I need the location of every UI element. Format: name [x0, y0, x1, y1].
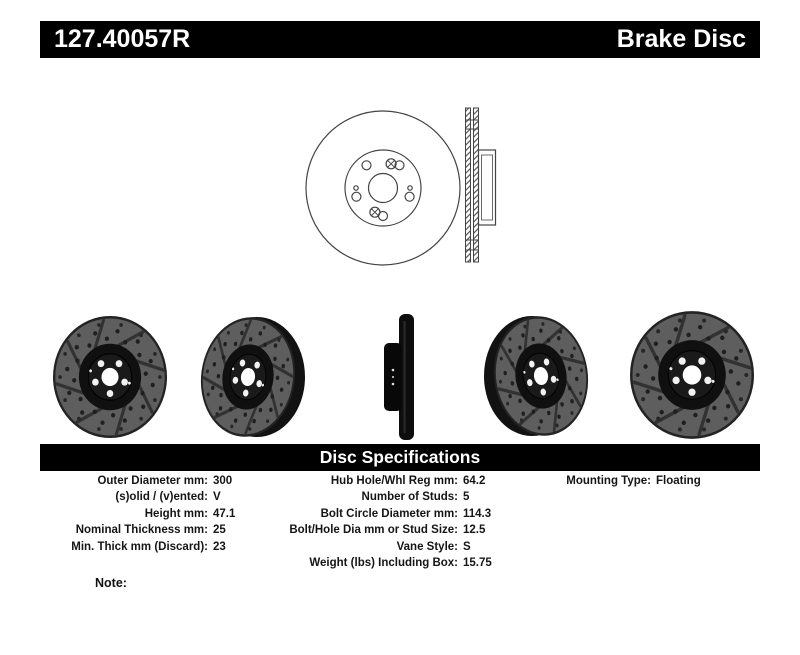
- rotor-photo-edge-view: [332, 309, 468, 445]
- spec-section-title: Disc Specifications: [319, 447, 481, 467]
- rotor-photo-angled-left: [182, 309, 318, 445]
- spec-row: [40, 522, 235, 538]
- spec-label: Hub Hole/Whl Reg mm:: [330, 475, 458, 487]
- spec-row: [283, 506, 492, 522]
- rotor-photo-angled-right: [471, 308, 607, 444]
- spec-row: [283, 555, 492, 571]
- spec-section-header: [40, 444, 760, 471]
- rotor-photo-front-left: [42, 309, 178, 445]
- brake-disc-side-section-drawing: [466, 108, 496, 262]
- spec-value: 15.75: [463, 557, 492, 570]
- brake-disc-front-view-drawing: [306, 111, 460, 265]
- spec-column-right: [556, 473, 701, 489]
- spec-value: 114.3: [463, 507, 492, 520]
- spec-row: [283, 473, 492, 489]
- spec-label: Nominal Thickness mm:: [75, 524, 208, 537]
- spec-value: 25: [213, 524, 226, 537]
- spec-row: [40, 473, 235, 489]
- spec-label: Height mm:: [144, 507, 208, 520]
- spec-row: [556, 473, 701, 489]
- brake-disc-drawing-svg: [285, 98, 525, 283]
- note-label: Note:: [95, 576, 127, 590]
- spec-label: Outer Diameter mm:: [97, 475, 208, 487]
- spec-value: 23: [213, 540, 226, 553]
- spec-column-left: [40, 473, 235, 555]
- spec-label: Min. Thick mm (Discard):: [71, 540, 208, 553]
- spec-value: 5: [463, 491, 470, 504]
- spec-value: 64.2: [463, 475, 486, 487]
- spec-label: Vane Style:: [396, 540, 458, 553]
- spec-row: [283, 539, 492, 555]
- spec-value: 12.5: [463, 524, 486, 537]
- spec-label: (s)olid / (v)ented:: [115, 491, 208, 504]
- spec-value: S: [463, 540, 471, 553]
- spec-row: [283, 489, 492, 505]
- spec-label: Bolt/Hole Dia mm or Stud Size:: [289, 524, 458, 537]
- spec-label: Number of Studs:: [361, 491, 458, 504]
- spec-row: [40, 539, 235, 555]
- rotor-photo-front-right: [624, 307, 760, 443]
- spec-value: V: [213, 491, 221, 504]
- spec-column-middle: [283, 473, 492, 571]
- spec-label: Bolt Circle Diameter mm:: [320, 507, 458, 520]
- spec-row: [40, 489, 235, 505]
- header-bar: [40, 21, 760, 58]
- spec-row: [283, 522, 492, 538]
- product-type-title: Brake Disc: [616, 25, 746, 53]
- spec-label: Weight (lbs) Including Box:: [309, 557, 458, 570]
- technical-drawing: [285, 98, 525, 283]
- spec-value: 300: [213, 475, 233, 487]
- part-number: 127.40057R: [54, 25, 191, 53]
- spec-value: 47.1: [213, 507, 236, 520]
- spec-value: Floating: [656, 475, 701, 487]
- spec-row: [40, 506, 235, 522]
- spec-label: Mounting Type:: [566, 475, 651, 487]
